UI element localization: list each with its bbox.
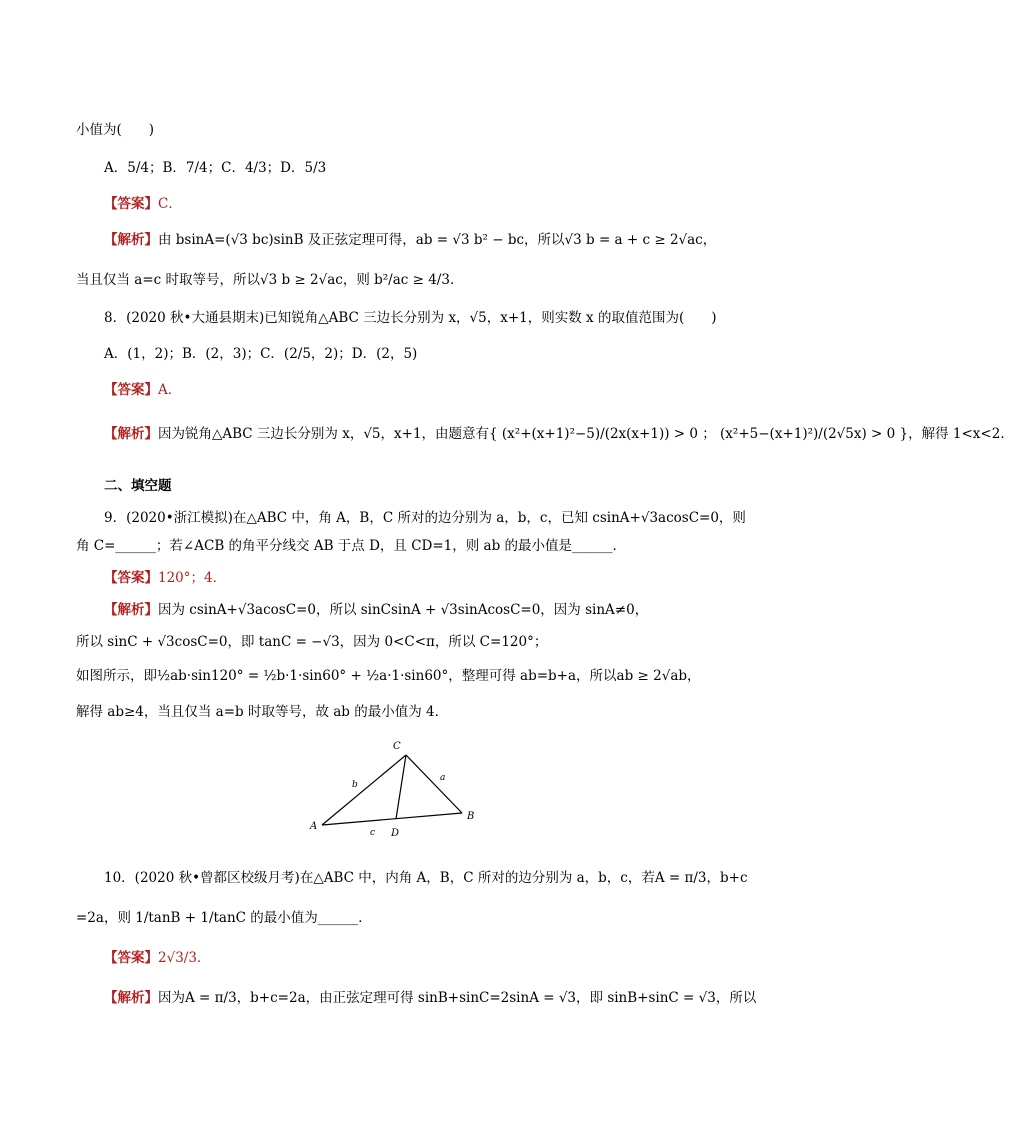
options-8: A．(1，2)；B．(2，3)；C．(2/5，2)；D．(2，5) bbox=[104, 346, 418, 362]
analysis-8 bbox=[104, 424, 1014, 444]
section-heading: 二、填空题 bbox=[104, 478, 172, 494]
analysis-text: 因为A = π/3，b+c=2a，由正弦定理可得 sinB+sinC=2sinA = √3，即 sinB+sinC = √3，所以 bbox=[158, 990, 757, 1006]
answer-9 bbox=[104, 568, 226, 588]
analysis-10 bbox=[104, 988, 756, 1008]
analysis-text: 因为 csinA+√3acosC=0，所以 sinCsinA + √3sinAcosC=0，因为 sinA≠0， bbox=[158, 602, 649, 618]
answer-8 bbox=[104, 380, 181, 400]
answer-tag: 【答案】 bbox=[104, 382, 158, 398]
label-side-c: c bbox=[370, 828, 376, 838]
question-9-line1: 9．(2020•浙江模拟)在△ABC 中，角 A，B，C 所对的边分别为 a，b，c，已知 csinA+√3acosC=0，则 bbox=[104, 510, 746, 526]
side-ab bbox=[322, 813, 462, 825]
answer-tag: 【答案】 bbox=[104, 570, 158, 586]
answer-text: A． bbox=[158, 382, 182, 398]
line-1: 小值为( ) bbox=[76, 122, 155, 138]
analysis-tag: 【解析】 bbox=[104, 990, 158, 1006]
analysis-text: 因为锐角△ABC 三边长分别为 x，√5，x+1，由题意有{ (x²+(x+1)²−5)/(2x(x+1)) > 0 ； (x²+5−(x+1)²)/(2√5x) > 0 }，解得 1<x<2． bbox=[158, 426, 1014, 442]
answer-7 bbox=[104, 194, 182, 214]
triangle-figure bbox=[300, 735, 490, 845]
answer-10 bbox=[104, 948, 210, 968]
answer-text: 120°；4． bbox=[158, 570, 227, 586]
analysis-9 bbox=[104, 600, 648, 620]
label-b: B bbox=[467, 811, 475, 822]
analysis-7 bbox=[104, 230, 716, 250]
line-14: 所以 sinC + √3cosC=0，即 tanC = −√3，因为 0<C<π，所以 C=120°； bbox=[76, 634, 548, 650]
label-side-a: a bbox=[440, 773, 446, 783]
side-ac bbox=[322, 755, 406, 825]
line-15: 如图所示，即½ab·sin120° = ½b·1·sin60° + ½a·1·sin60°，整理可得 ab=b+a，所以ab ≥ 2√ab， bbox=[76, 668, 701, 684]
analysis-text: 由 bsinA=(√3 bc)sinB 及正弦定理可得，ab = √3 b² − bc，所以√3 b = a + c ≥ 2√ac， bbox=[158, 232, 717, 248]
side-bc bbox=[406, 755, 462, 813]
question-10-line2: =2a，则 1/tanB + 1/tanC 的最小值为______． bbox=[76, 910, 372, 926]
question-8: 8．(2020 秋•大通县期末)已知锐角△ABC 三边长分别为 x，√5，x+1，则实数 x 的取值范围为( ) bbox=[104, 310, 717, 326]
analysis-tag: 【解析】 bbox=[104, 232, 158, 248]
analysis-tag: 【解析】 bbox=[104, 602, 158, 618]
label-side-b: b bbox=[352, 780, 358, 790]
line-2-options: A．5/4；B．7/4；C．4/3；D．5/3 bbox=[104, 160, 327, 176]
line-5: 当且仅当 a=c 时取等号，所以√3 b ≥ 2√ac，则 b²/ac ≥ 4/3． bbox=[76, 272, 464, 288]
line-16: 解得 ab≥4，当且仅当 a=b 时取等号，故 ab 的最小值为 4． bbox=[76, 704, 449, 720]
label-a: A bbox=[310, 821, 318, 832]
answer-text: C． bbox=[158, 196, 182, 212]
label-c: C bbox=[393, 741, 401, 752]
question-10-line1: 10．(2020 秋•曾都区校级月考)在△ABC 中，内角 A，B，C 所对的边分别为 a，b，c，若A = π/3，b+c bbox=[104, 870, 748, 886]
question-9-line2: 角 C=______；若∠ACB 的角平分线交 AB 于点 D，且 CD=1，则 ab 的最小值是______． bbox=[76, 538, 627, 554]
analysis-tag: 【解析】 bbox=[104, 426, 158, 442]
bisector-cd bbox=[396, 755, 406, 819]
label-d: D bbox=[391, 828, 400, 839]
answer-text: 2√3/3． bbox=[158, 950, 211, 966]
answer-tag: 【答案】 bbox=[104, 950, 158, 966]
answer-tag: 【答案】 bbox=[104, 196, 158, 212]
